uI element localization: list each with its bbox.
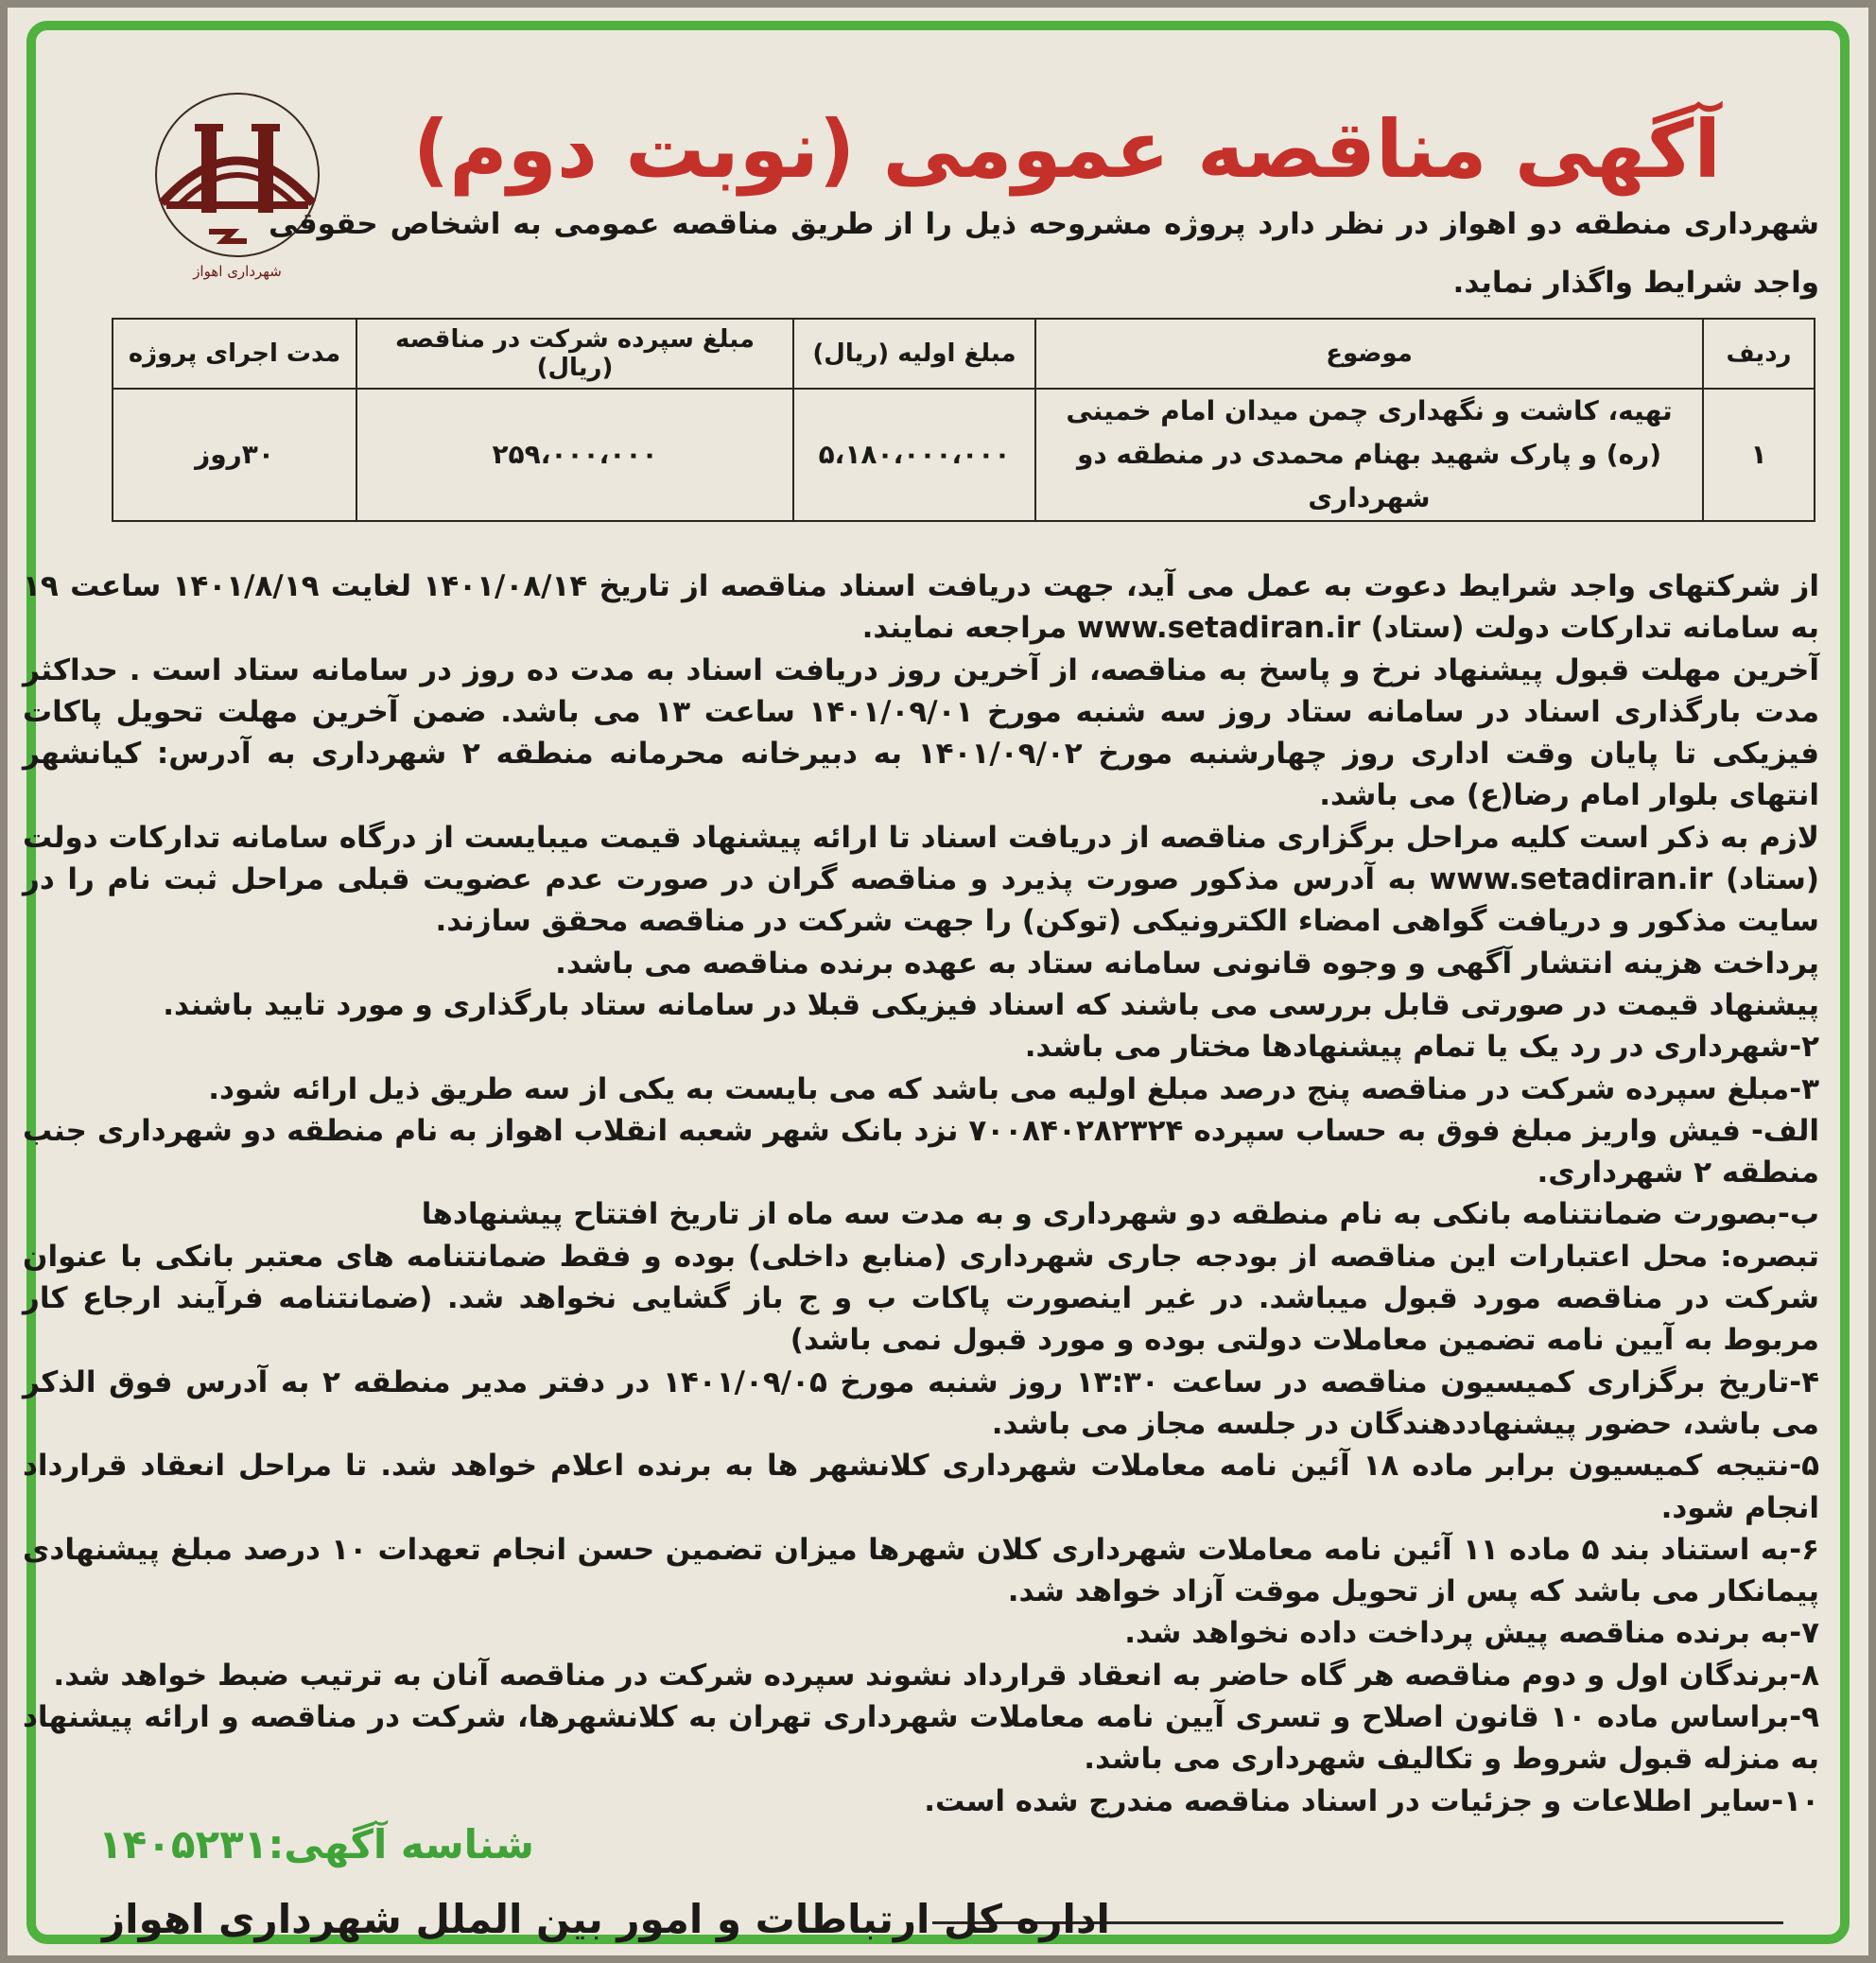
table-header-row <box>113 319 1815 389</box>
body-paragraph: ۴-تاریخ برگزاری کمیسیون مناقصه در ساعت ۱۳:۳۰ روز شنبه مورخ ۱۴۰۱/۰۹/۰۵ در دفتر مدیر منطقه ۲ به آدرس فوق الذکر می باشد، حضور پیشنهاددهندگان در جلسه مجاز می باشد. <box>23 1364 1820 1441</box>
body-paragraph: ۸-برندگان اول و دوم مناقصه هر گاه حاضر به انعقاد قرارداد نشوند سپرده شرکت در مناقصه آنان به ترتیب ضبط خواهد شد. <box>53 1658 1819 1693</box>
col-subject: موضوع <box>1035 319 1703 389</box>
body-paragraph: ۹-براساس ماده ۱۰ قانون اصلاح و تسری آیین نامه معاملات شهرداری تهران به کلانشهرها، شرکت در مناقصه و ارائه پیشنهاد به منزله قبول شروط و تکالیف شهرداری می باشد. <box>23 1700 1819 1777</box>
col-initial-amount: مبلغ اولیه (ریال) <box>793 319 1035 389</box>
body-paragraph: آخرین مهلت قبول پیشنهاد نرخ و پاسخ به مناقصه، از آخرین روز دریافت اسناد به مدت ده روز در سامانه ستاد است . حداکثر مدت بارگذاری اسناد در سامانه ستاد روز سه شنبه مورخ ۱۴۰۱/۰۹/۰۱ ساعت ۱۳ می باشد. ضمن آخرین مهلت تحویل پاکات فیزیکی تا پایان وقت اداری روز چهارشنبه مورخ ۱۴۰۱/۰۹/۰۲ به دبیرخانه محرمانه منطقه ۲ شهرداری به آدرس: کیانشهر انتهای بلوار امام رضا(ع) می باشد. <box>23 652 1820 813</box>
body-paragraph: ۶-به استناد بند ۵ ماده ۱۱ آئین نامه معاملات شهرداری کلان شهرها میزان تضمین حسن انجام تعهدات ۱۰ درصد مبلغ پیشنهادی پیمانکار می باشد که پس از تحویل موقت آزاد خواهد شد. <box>23 1532 1819 1609</box>
cell-initial-amount: ۵،۱۸۰،۰۰۰،۰۰۰ <box>793 389 1035 521</box>
cell-deposit: ۲۵۹،۰۰۰،۰۰۰ <box>356 389 793 521</box>
issuing-office: اداره کل ارتباطات و امور بین الملل شهرداری اهواز <box>102 1896 1110 1942</box>
body-paragraph: ب-بصورت ضمانتنامه بانکی به نام منطقه دو شهرداری و به مدت سه ماه از تاریخ افتتاح پیشنهادها <box>421 1197 1819 1232</box>
body-paragraph: الف- فیش واریز مبلغ فوق به حساب سپرده ۷۰۰۸۴۰۲۸۲۳۲۴ نزد بانک شهر شعبه انقلاب اهواز به نام منطقه دو شهرداری جنب منطقه ۲ شهرداری. <box>23 1113 1819 1190</box>
body-paragraph: لازم به ذکر است کلیه مراحل برگزاری مناقصه از دریافت اسناد تا ارائه پیشنهاد قیمت میبایست از درگاه سامانه تدارکات دولت (ستاد) www.setadiran.ir به آدرس مذکور صورت پذیرد و مناقصه گران در صورت عدم عضویت قبلی مراحل ثبت نام را در سایت مذکور و دریافت گواهی امضاء الکترونیکی (توکن) را جهت شرکت در مناقصه محقق سازند. <box>23 820 1819 939</box>
notice-content <box>23 47 1823 1942</box>
body-paragraph: ۳-مبلغ سپرده شرکت در مناقصه پنج درصد مبلغ اولیه می باشد که می بایست به یکی از سه طریق ذیل ارائه شود. <box>208 1071 1819 1106</box>
cell-subject: تهیه، کاشت و نگهداری چمن میدان امام خمینی (ره) و پارک شهید بهنام محمدی در منطقه دو شهرداری <box>1035 389 1703 521</box>
cell-duration: ۳۰روز <box>113 389 356 521</box>
logo-caption: شهرداری اهواز <box>193 263 282 280</box>
tender-table <box>112 318 1815 522</box>
body-paragraph: ۷-به برنده مناقصه پیش پرداخت داده نخواهد شد. <box>1124 1616 1819 1651</box>
newspaper-clipping <box>8 8 1868 1955</box>
notice-title: آگهی مناقصه عمومی (نوبت دوم) <box>412 103 1721 196</box>
body-paragraph: پیشنهاد قیمت در صورتی قابل بررسی می باشند که اسناد فیزیکی قبلا در سامانه ستاد بارگذاری و مورد تایید باشند. <box>163 987 1819 1022</box>
col-deposit: مبلغ سپرده شرکت در مناقصه (ریال) <box>356 319 793 389</box>
notice-body <box>23 565 1819 1822</box>
body-paragraph: پرداخت هزینه انتشار آگهی و وجوه قانونی سامانه ستاد به عهده برنده مناقصه می باشد. <box>555 946 1819 981</box>
col-row-number: ردیف <box>1703 319 1815 389</box>
green-frame <box>23 21 1850 1944</box>
intro-paragraph: شهرداری منطقه دو اهواز در نظر دارد پروژه مشروحه ذیل را از طریق مناقصه عمومی به اشخاص حقوقی واجد شرایط واگذار نماید. <box>269 207 1819 300</box>
body-paragraph: ۵-نتیجه کمیسیون برابر ماده ۱۸ آئین نامه معاملات شهرداری کلانشهر ها به برنده اعلام خواهد شد. تا مراحل انعقاد قرارداد انجام شود. <box>23 1449 1819 1525</box>
notice-id: شناسه آگهی:۱۴۰۵۲۳۱ <box>98 1821 534 1867</box>
body-paragraph: تبصره: محل اعتبارات این مناقصه از بودجه جاری شهرداری (منابع داخلی) بوده و فقط ضمانتنامه های معتبر بانکی با عنوان شرکت در مناقصه مورد قبول میباشد. در غیر اینصورت پاکات ب و ج باز گشایی نخواهد شد. (ضمانتنامه فرآیند ارجاع کار مربوط به آیین نامه تضمین معاملات دولتی بوده و مورد قبول نمی باشد) <box>23 1239 1819 1358</box>
col-duration: مدت اجرای پروژه <box>113 319 356 389</box>
body-paragraph: ۱۰-سایر اطلاعات و جزئیات در اسناد مناقصه مندرج شده است. <box>924 1783 1819 1818</box>
table-row <box>113 389 1815 521</box>
body-paragraph: ۲-شهرداری در رد یک یا تمام پیشنهادها مختار می باشد. <box>1024 1030 1819 1065</box>
cell-row-number: ۱ <box>1703 389 1815 521</box>
body-paragraph: از شرکتهای واجد شرایط دعوت به عمل می آید، جهت دریافت اسناد مناقصه از تاریخ ۱۴۰۱/۰۸/۱۴ لغایت ۱۴۰۱/۸/۱۹ ساعت ۱۹ به سامانه تدارکات دولت (ستاد) www.setadiran.ir مراجعه نمایند. <box>23 569 1820 646</box>
